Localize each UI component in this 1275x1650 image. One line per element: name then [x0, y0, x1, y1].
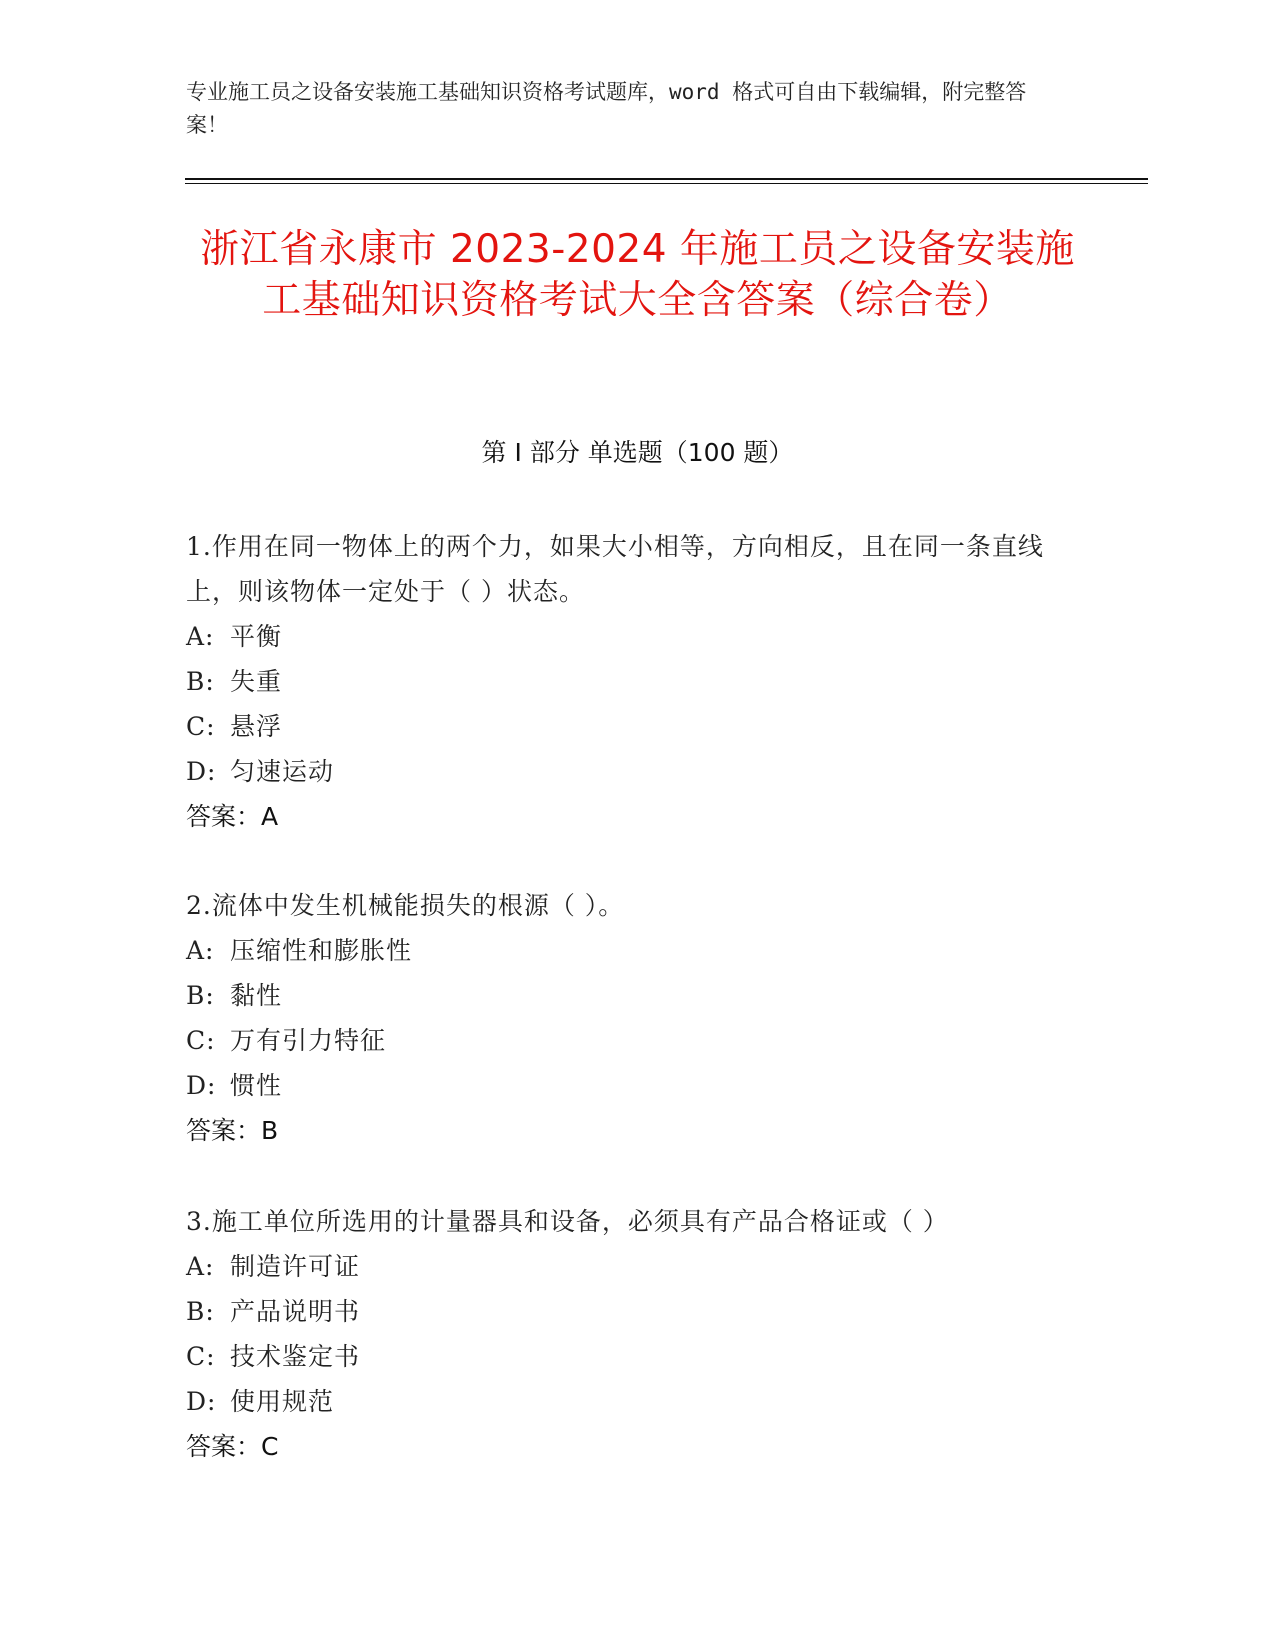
answer-line: 答案：B: [186, 1116, 279, 1145]
option-d: [186, 1379, 1076, 1424]
option-c: [186, 704, 1076, 749]
option-c: [186, 1334, 1076, 1379]
option-letter: B:: [186, 667, 215, 696]
option-text: 失重: [230, 667, 283, 696]
question-stem: 2.流体中发生机械能损失的根源（ ）。: [186, 891, 625, 920]
question-3: [186, 1199, 1076, 1469]
option-letter: D:: [186, 757, 217, 786]
option-d: [186, 749, 1076, 794]
question-2: [186, 883, 1076, 1153]
answer-line: 答案：A: [186, 802, 279, 831]
answer-line: 答案：C: [186, 1432, 279, 1461]
option-d: [186, 1063, 1076, 1108]
option-text: 匀速运动: [230, 757, 335, 786]
option-a: [186, 614, 1076, 659]
option-text: 使用规范: [230, 1387, 335, 1416]
header-divider-thin: [185, 183, 1148, 184]
option-a: [186, 1244, 1076, 1289]
option-a: [186, 928, 1076, 973]
option-letter: C:: [186, 1026, 216, 1055]
question-stem: 3.施工单位所选用的计量器具和设备，必须具有产品合格证或（ ）: [186, 1207, 949, 1236]
option-letter: B:: [186, 981, 215, 1010]
option-text: 压缩性和膨胀性: [230, 936, 413, 965]
option-letter: C:: [186, 1342, 216, 1371]
option-text: 制造许可证: [230, 1252, 361, 1281]
question-1: [186, 524, 1076, 839]
option-letter: D:: [186, 1387, 217, 1416]
document-title: 浙江省永康市 2023-2024 年施工员之设备安装施工基础知识资格考试大全含答案（综合卷）: [200, 227, 1075, 323]
option-b: [186, 1289, 1076, 1334]
option-c: [186, 1018, 1076, 1063]
option-text: 产品说明书: [230, 1297, 361, 1326]
option-text: 技术鉴定书: [230, 1342, 361, 1371]
option-b: [186, 973, 1076, 1018]
option-letter: A:: [186, 936, 215, 965]
option-letter: B:: [186, 1297, 215, 1326]
option-b: [186, 659, 1076, 704]
question-stem: 1.作用在同一物体上的两个力，如果大小相等，方向相反，且在同一条直线上，则该物体一定处于（ ）状态。: [186, 532, 1044, 606]
option-letter: C:: [186, 712, 216, 741]
option-letter: D:: [186, 1071, 217, 1100]
header-note: 专业施工员之设备安装施工基础知识资格考试题库，word 格式可自由下载编辑，附完整答案！: [186, 80, 1027, 137]
section-title: 第 I 部分 单选题（100 题）: [481, 438, 794, 467]
header-divider-thick: [185, 178, 1148, 180]
option-letter: A:: [186, 1252, 215, 1281]
option-text: 悬浮: [230, 712, 283, 741]
option-text: 平衡: [230, 622, 283, 651]
option-text: 万有引力特征: [230, 1026, 387, 1055]
option-letter: A:: [186, 622, 215, 651]
option-text: 黏性: [230, 981, 283, 1010]
option-text: 惯性: [230, 1071, 283, 1100]
